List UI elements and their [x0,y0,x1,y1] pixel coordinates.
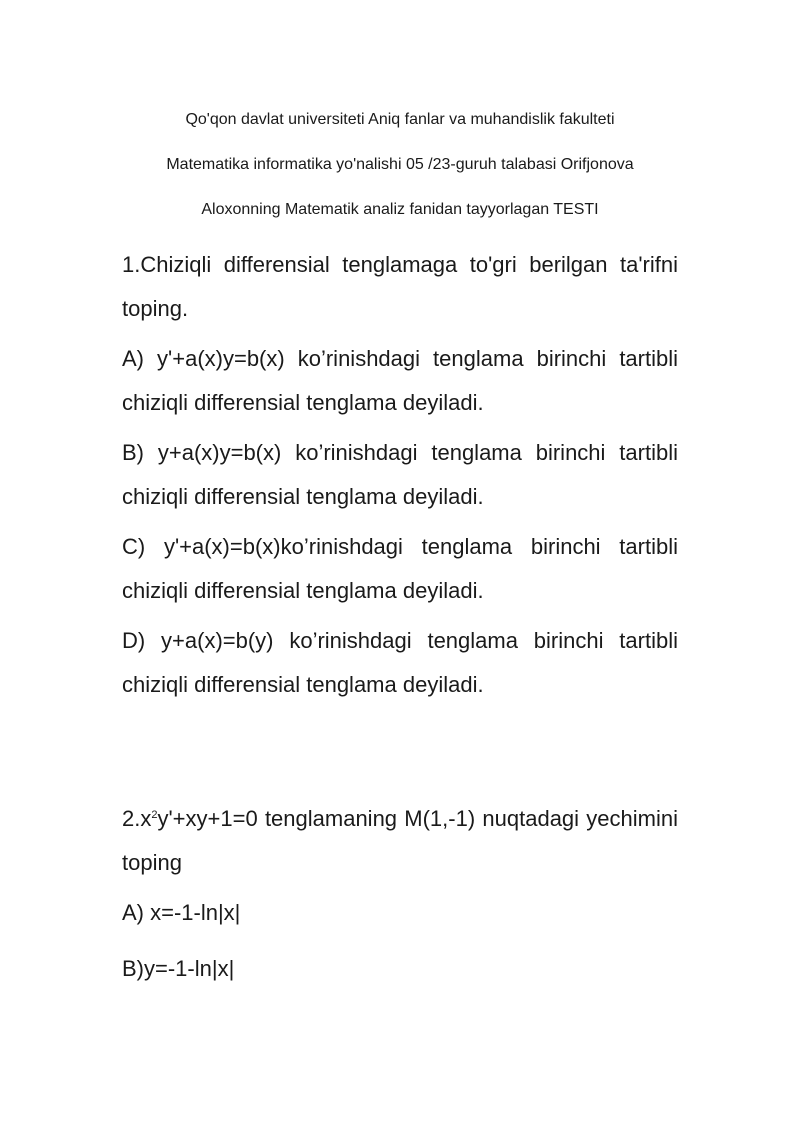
question-2-text [122,797,678,885]
question-2 [122,797,678,991]
question-2-option-b: B)y=-1-ln|x| [122,956,235,981]
header-line-test-title: Aloxonning Matematik analiz fanidan tayyorlagan TESTI [201,201,599,218]
question-1-text: 1.Chiziqli differensial tenglamaga to'gri berilgan ta'rifni toping. [122,252,678,321]
question-1-option-b: B) y+a(x)y=b(x) ko’rinishdagi tenglama birinchi tartibli chiziqli differensial tenglama deyiladi. [122,440,678,509]
question-2-suffix: y'+xy+1=0 tenglamaning M(1,-1) nuqtadagi yechimini toping [122,806,678,875]
question-1 [122,243,678,707]
header-line-university: Qo'qon davlat universiteti Aniq fanlar va muhandislik fakulteti [185,111,615,128]
question-2-prefix: 2.x [122,806,152,831]
question-2-option-a: A) x=-1-ln|x| [122,900,241,925]
question-2-exponent: 2 [151,809,158,821]
question-1-option-d: D) y+a(x)=b(y) ko’rinishdagi tenglama birinchi tartibli chiziqli differensial tenglama deyiladi. [122,628,678,697]
question-1-option-a: A) y'+a(x)y=b(x) ko’rinishdagi tenglama birinchi tartibli chiziqli differensial tenglama deyiladi. [122,346,678,415]
header-line-group: Matematika informatika yo'nalishi 05 /23-guruh talabasi Orifjonova [166,156,634,173]
question-1-option-c: C) y'+a(x)=b(x)ko’rinishdagi tenglama birinchi tartibli chiziqli differensial tenglama deyiladi. [122,534,678,603]
